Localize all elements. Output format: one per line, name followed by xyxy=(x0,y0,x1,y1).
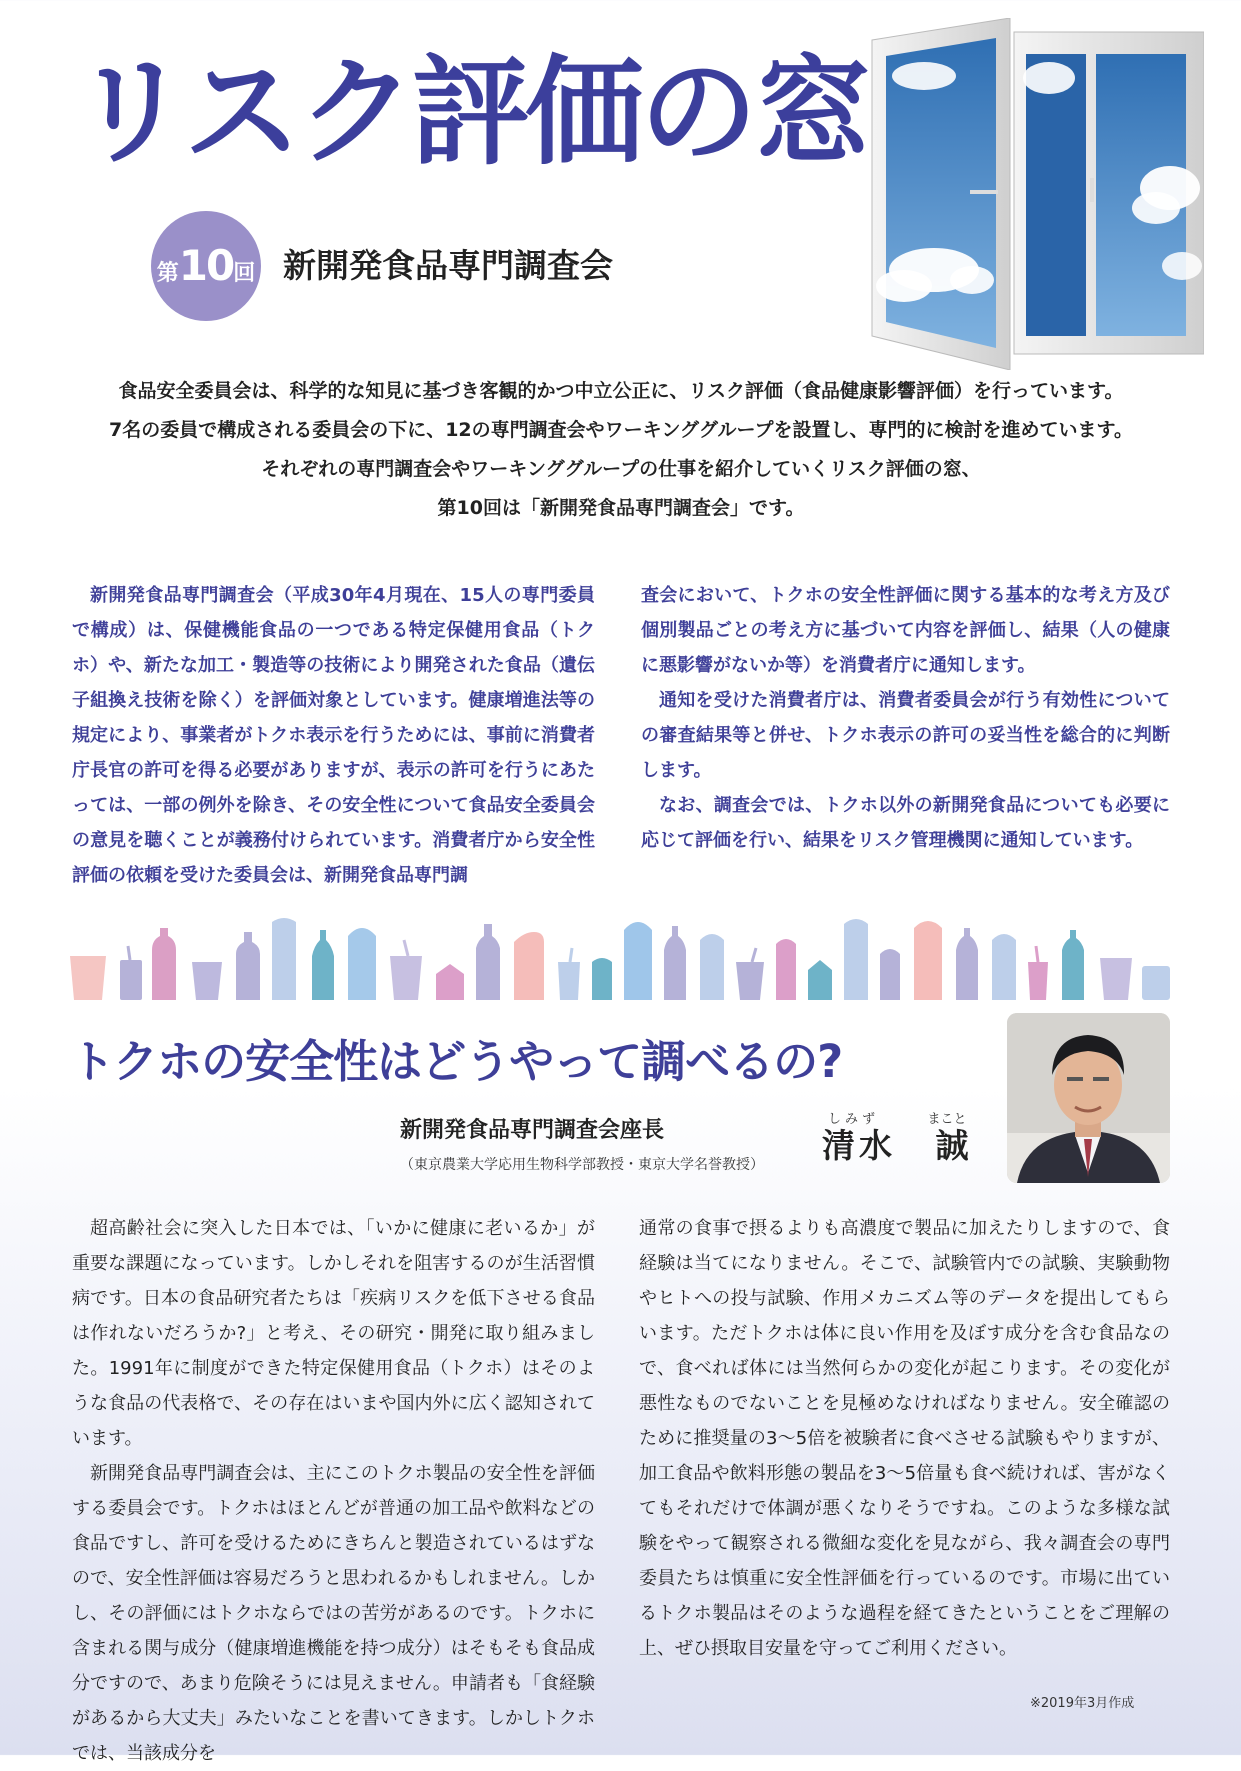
intro-line: 第10回は「新開発食品専門調査会」です。 xyxy=(437,497,805,519)
bottles-icon xyxy=(68,910,1174,1002)
intro-text xyxy=(40,372,1202,528)
article-paragraph: 超高齢社会に突入した日本では、「いかに健康に老いるか」が重要な課題になっています。しかしそれを阻害するのが生活習慣病です。日本の食品研究者たちは「疾病リスクを低下させる食品は作れないだろうか?」と考え、その研究・開発に取り組みました。1991年に制度ができた特定保健用食品（トクホ）はそのような食品の代表格で、その存在はいまや国内外に広く認知されています。 xyxy=(72,1218,595,1449)
description-right-column xyxy=(641,578,1170,858)
description-paragraph: 新開発食品専門調査会（平成30年4月現在、15人の専門委員で構成）は、保健機能食品の一つである特定保健用食品（トクホ）や、新たな加工・製造等の技術により開発された食品（遺伝子組換え技術を除く）を評価対象としています。健康増進法等の規定により、事業者がトクホ表示を行うためには、事前に消費者庁長官の許可を得る必要がありますが、表示の許可を行うにあたっては、一部の例外を除き、その安全性について食品安全委員会の意見を聴くことが義務付けられています。消費者庁から安全性評価の依頼を受けた委員会は、新開発食品専門調 xyxy=(72,585,595,886)
page-title: リスク評価の窓 xyxy=(72,43,868,181)
issue-badge xyxy=(151,211,261,321)
chair-title: 新開発食品専門調査会座長 xyxy=(400,1118,665,1143)
committee-name: 新開発食品専門調査会 xyxy=(283,246,613,285)
description-left-column xyxy=(72,578,595,893)
description-paragraph: 査会において、トクホの安全性評価に関する基本的な考え方及び個別製品ごとの考え方に基づいて内容を評価し、結果（人の健康に悪影響がないか等）を消費者庁に通知します。 xyxy=(641,585,1170,676)
ruby-given: まこと xyxy=(927,1112,967,1127)
article-right-column xyxy=(639,1211,1170,1666)
chair-portrait-photo xyxy=(1007,1013,1170,1183)
chair-given: 誠 xyxy=(935,1126,969,1165)
chair-name xyxy=(822,1112,969,1167)
badge-prefix: 第 xyxy=(156,261,179,286)
article-paragraph: 新開発食品専門調査会は、主にこのトクホ製品の安全性を評価する委員会です。トクホはほとんどが普通の加工品や飲料などの食品ですし、許可を受けるためにきちんと製造されているはずなので、安全性評価は容易だろうと思われるかもしれません。しかし、その評価にはトクホならではの苦労があるのです。トクホに含まれる関与成分（健康増進機能を持つ成分）はそもそも食品成分ですので、あまり危険そうには見えません。申請者も「食経験があるから大丈夫」みたいなことを書いてきます。しかしトクホでは、当該成分を xyxy=(72,1463,595,1764)
chair-surname: 清水 xyxy=(822,1126,896,1165)
article-heading: トクホの安全性はどうやって調べるの? xyxy=(70,1035,843,1088)
description-paragraph: なお、調査会では、トクホ以外の新開発食品についても必要に応じて評価を行い、結果をリスク管理機関に通知しています。 xyxy=(641,795,1170,851)
intro-line: それぞれの専門調査会やワーキンググループの仕事を紹介していくリスク評価の窓、 xyxy=(261,458,981,480)
description-paragraph: 通知を受けた消費者庁は、消費者委員会が行う有効性についての審査結果等と併せ、トクホ表示の許可の妥当性を総合的に判断します。 xyxy=(641,690,1170,781)
chair-affiliation: （東京農業大学応用生物科学部教授・東京大学名誉教授） xyxy=(400,1157,764,1173)
article-paragraph: 通常の食事で摂るよりも高濃度で製品に加えたりしますので、食経験は当てになりません。そこで、試験管内での試験、実験動物やヒトへの投与試験、作用メカニズム等のデータを提出してもらいます。ただトクホは体に良い作用を及ぼす成分を含む食品なので、食べれば体には当然何らかの変化が起こります。その変化が悪性なものでないことを見極めなければなりません。安全確認のために推奨量の3〜5倍を被験者に食べさせる試験もやりますが、加工食品や飲料形態の製品を3〜5倍量も食べ続ければ、害がなくてもそれだけで体調が悪くなりそうですね。このような多様な試験をやって観察される微細な変化を見ながら、我々調査会の専門委員たちは慎重に安全性評価を行っているのです。市場に出ているトクホ製品はそのような過程を経てきたということをご理解の上、ぜひ摂取目安量を守ってご利用ください。 xyxy=(639,1218,1170,1659)
intro-line: 7名の委員で構成される委員会の下に、12の専門調査会やワーキンググループを設置し、専門的に検討を進めています。 xyxy=(108,419,1134,441)
badge-number: 10 xyxy=(178,241,234,290)
window-icon xyxy=(864,18,1204,370)
intro-line: 食品安全委員会は、科学的な知見に基づき客観的かつ中立公正に、リスク評価（食品健康影響評価）を行っています。 xyxy=(118,380,1124,402)
ruby-surname: しみず xyxy=(828,1112,880,1127)
footnote: ※2019年3月作成 xyxy=(1030,1696,1135,1711)
badge-suffix: 回 xyxy=(233,261,256,286)
article-left-column xyxy=(72,1211,595,1771)
